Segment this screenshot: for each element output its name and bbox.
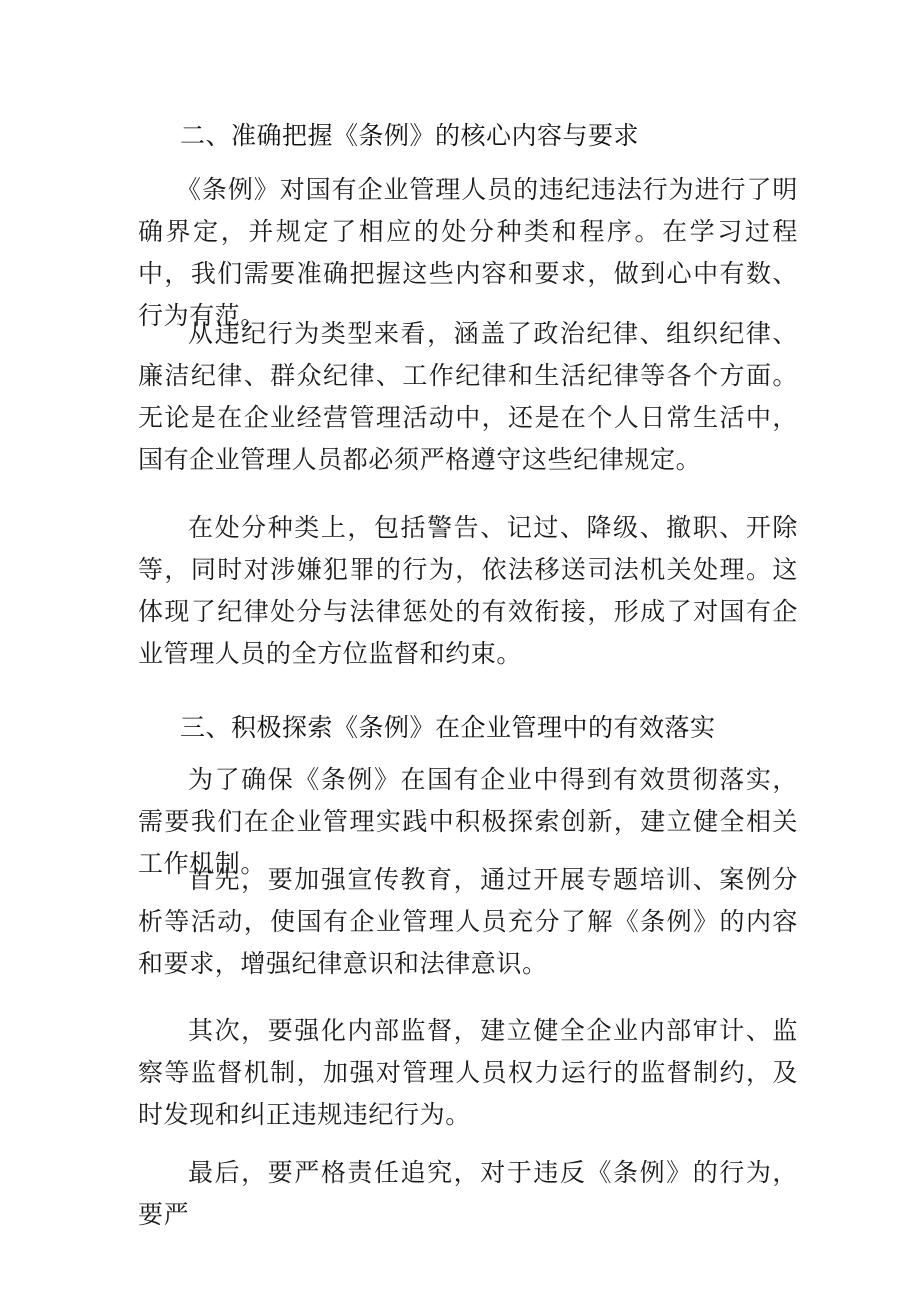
- section-3-heading: 三、积极探索《条例》在企业管理中的有效落实: [180, 713, 716, 742]
- section-2-paragraph-2: 从违纪行为类型来看，涵盖了政治纪律、组织纪律、廉洁纪律、群众纪律、工作纪律和生活纪律等各个方面。无论是在企业经营管理活动中，还是在个人日常生活中，国有企业管理人员都必须严格遵守这些纪律规定。: [138, 319, 798, 474]
- section-3-paragraph-3: 其次，要强化内部监督，建立健全企业内部审计、监察等监督机制，加强对管理人员权力运行的监督制约，及时发现和纠正违规违纪行为。: [138, 1016, 798, 1129]
- section-3-paragraph-4: 最后，要严格责任追究，对于违反《条例》的行为，要严: [138, 1158, 798, 1229]
- section-3-paragraph-2: 首先，要加强宣传教育，通过开展专题培训、案例分析等活动，使国有企业管理人员充分了解《条例》的内容和要求，增强纪律意识和法律意识。: [138, 865, 798, 978]
- section-3-paragraph-1: 为了确保《条例》在国有企业中得到有效贯彻落实，需要我们在企业管理实践中积极探索创新，建立健全相关工作机制。: [138, 765, 798, 878]
- section-2-paragraph-1: 《条例》对国有企业管理人员的违纪违法行为进行了明确界定，并规定了相应的处分种类和程序。在学习过程中，我们需要准确把握这些内容和要求，做到心中有数、行为有范。: [138, 175, 798, 330]
- section-2-heading: 二、准确把握《条例》的核心内容与要求: [180, 121, 640, 150]
- section-2-paragraph-3: 在处分种类上，包括警告、记过、降级、撤职、开除等，同时对涉嫌犯罪的行为，依法移送司法机关处理。这体现了纪律处分与法律惩处的有效衔接，形成了对国有企业管理人员的全方位监督和约束。: [138, 513, 798, 668]
